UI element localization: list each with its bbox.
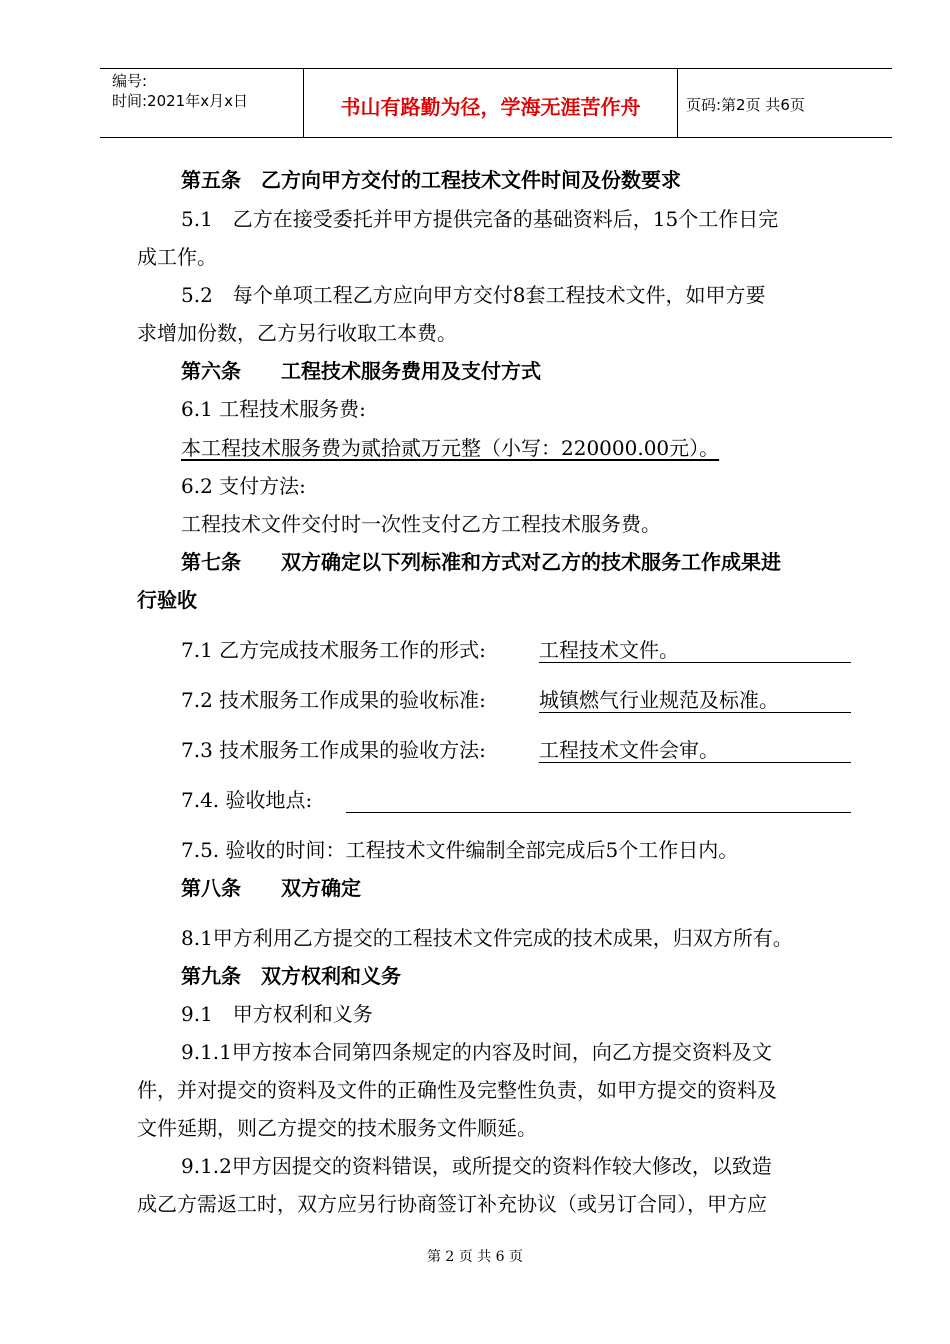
article-7-title-line-2: 行验收	[137, 588, 197, 612]
clause-7-1-label: 7.1 乙方完成技术服务工作的形式:	[181, 638, 486, 662]
clause-5-1-line-2: 成工作。	[137, 245, 217, 269]
clause-7-5: 7.5. 验收的时间：工程技术文件编制全部完成后5个工作日内。	[181, 838, 739, 862]
clause-7-3-label: 7.3 技术服务工作成果的验收方法:	[181, 738, 486, 762]
clause-5-2-line-1: 5.2 每个单项工程乙方应向甲方交付8套工程技术文件，如甲方要	[181, 283, 766, 307]
clause-7-3-underline	[539, 762, 851, 763]
clause-9-1-1-line-1: 9.1.1甲方按本合同第四条规定的内容及时间，向乙方提交资料及文	[181, 1040, 772, 1064]
clause-9-1-1-line-2: 件，并对提交的资料及文件的正确性及完整性负责，如甲方提交的资料及	[137, 1078, 777, 1102]
clause-6-1: 6.1 工程技术服务费:	[181, 397, 366, 421]
article-8-title: 第八条 双方确定	[181, 876, 361, 900]
article-5-title: 第五条 乙方向甲方交付的工程技术文件时间及份数要求	[181, 168, 681, 192]
clause-7-4-blank	[346, 812, 851, 813]
clause-8-1: 8.1甲方利用乙方提交的工程技术文件完成的技术成果，归双方所有。	[181, 926, 793, 950]
page-footer: 第 2 页 共 6 页	[426, 1249, 524, 1265]
clause-7-1-underline	[539, 662, 851, 663]
article-9-title: 第九条 双方权利和义务	[181, 964, 401, 988]
header-page-label: 页码:第2页 共6页	[686, 95, 805, 114]
page-header	[100, 68, 892, 138]
document-number-label: 编号:	[112, 72, 148, 90]
clause-6-2: 6.2 支付方法:	[181, 474, 306, 498]
clause-7-2-label: 7.2 技术服务工作成果的验收标准:	[181, 688, 486, 712]
clause-7-2-underline	[539, 712, 851, 713]
header-motto: 书山有路勤为径，学海无涯苦作舟	[304, 69, 678, 137]
clause-6-2-detail: 工程技术文件交付时一次性支付乙方工程技术服务费。	[181, 512, 661, 536]
clause-7-2-value: 城镇燃气行业规范及标准。	[539, 688, 779, 712]
header-info-cell	[100, 69, 304, 137]
clause-6-1-detail: 本工程技术服务费为贰拾贰万元整（小写：220000.00元）。	[181, 436, 720, 460]
clause-7-1-value: 工程技术文件。	[539, 638, 679, 662]
clause-5-1-line-1: 5.1 乙方在接受委托并甲方提供完备的基础资料后，15个工作日完	[181, 207, 779, 231]
document-time-label: 时间:2021年x月x日	[112, 92, 248, 110]
clause-9-1: 9.1 甲方权利和义务	[181, 1002, 373, 1026]
clause-5-2-line-2: 求增加份数，乙方另行收取工本费。	[137, 321, 457, 345]
clause-7-4-label: 7.4. 验收地点:	[181, 788, 313, 812]
clause-7-3-value: 工程技术文件会审。	[539, 738, 719, 762]
clause-9-1-2-line-2: 成乙方需返工时，双方应另行协商签订补充协议（或另订合同），甲方应	[137, 1192, 767, 1216]
article-7-title-line-1: 第七条 双方确定以下列标准和方式对乙方的技术服务工作成果进	[181, 550, 781, 574]
clause-9-1-2-line-1: 9.1.2甲方因提交的资料错误，或所提交的资料作较大修改，以致造	[181, 1154, 772, 1178]
clause-9-1-1-line-3: 文件延期，则乙方提交的技术服务文件顺延。	[137, 1116, 537, 1140]
article-6-title: 第六条 工程技术服务费用及支付方式	[181, 359, 541, 383]
